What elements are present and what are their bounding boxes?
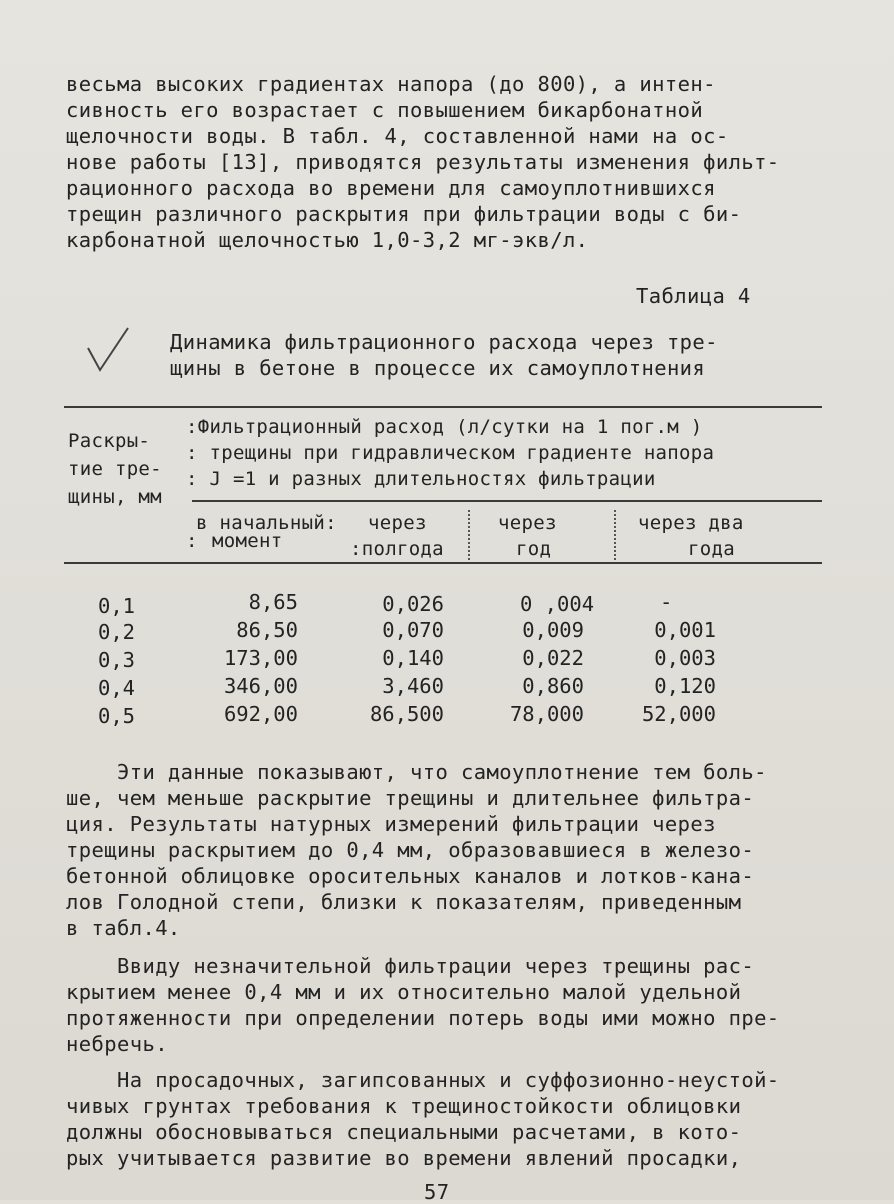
text-line: Ввиду незначительной фильтрации через трещины рас-	[66, 954, 755, 978]
cell-initial: 692,00	[223, 702, 298, 726]
page-number: 57	[424, 1180, 450, 1204]
text-line: протяженности при определении потерь воды ими можно пре-	[66, 1006, 780, 1030]
checkmark-icon	[86, 326, 130, 374]
group-rule	[192, 500, 822, 502]
text-line: карбонатной щелочностью 1,0-3,2 мг-экв/л.	[66, 228, 589, 252]
sub-header-initial-1: в начальный:	[196, 512, 337, 534]
text-line: трещины раскрытием до 0,4 мм, образовавшиеся в железо-	[66, 838, 755, 862]
sub-header-initial-2: момент	[212, 530, 283, 552]
cell-year: 0,860	[522, 674, 584, 698]
text-line: небречь.	[66, 1032, 168, 1056]
sub-header-year-2: год	[516, 538, 552, 560]
cell-initial: 173,00	[223, 646, 298, 670]
cell-year: 0,009	[522, 618, 584, 642]
col-header-aperture-2: тие тре-	[68, 458, 162, 480]
cell-aperture: 0,4	[98, 676, 136, 700]
text-line: нове работы [13], приводятся результаты изменения фильт-	[66, 150, 780, 174]
cell-year: 0 ,004	[520, 592, 595, 616]
text-line: чивых грунтах требования к трещиностойкости облицовки	[66, 1094, 742, 1118]
text-line: сивность его возрастает с повышением бикарбонатной	[66, 98, 704, 122]
text-line: щелочности воды. В табл. 4, составленной нами на ос-	[66, 124, 729, 148]
cell-year: 0,022	[522, 646, 584, 670]
cell-two-years: 0,120	[654, 674, 716, 698]
header-colon: :	[186, 530, 198, 552]
sub-header-two-years-1: через два	[638, 512, 744, 534]
text-line: лов Голодной степи, близки к показателям, приведенным	[66, 890, 742, 914]
sub-header-two-years-2: года	[688, 538, 735, 560]
table-label: Таблица 4	[636, 284, 751, 308]
column-separator	[614, 510, 616, 560]
text-line: должны обосновываться специальными расчетами, в кото-	[66, 1120, 742, 1144]
cell-two-years: 52,000	[641, 702, 716, 726]
text-line: крытием менее 0,4 мм и их относительно малой удельной	[66, 980, 742, 1004]
cell-two-years: -	[660, 590, 673, 614]
text-line: ция. Результаты натурных измерений фильтрации через	[66, 812, 716, 836]
text-line: весьма высоких градиентах напора (до 800), а интен-	[66, 72, 716, 96]
cell-half-year: 3,460	[382, 674, 444, 698]
text-line: в табл.4.	[66, 916, 181, 940]
text-line: Эти данные показывают, что самоуплотнение тем боль-	[66, 760, 767, 784]
text-line: трещин различного раскрытия при фильтрации воды с би-	[66, 202, 742, 226]
cell-half-year: 0,070	[382, 618, 444, 642]
cell-year: 78,000	[509, 702, 584, 726]
sub-header-half-year-2: :полгода	[350, 538, 444, 560]
sub-header-half-year-1: через	[368, 512, 427, 534]
column-separator	[468, 510, 470, 560]
cell-aperture: 0,1	[98, 594, 136, 618]
col-header-aperture-3: щины, мм	[68, 486, 162, 508]
table-title-line-2: щины в бетоне в процессе их самоуплотнения	[170, 356, 706, 380]
table-top-rule	[64, 406, 822, 408]
group-header-3: : J =1 и разных длительностях фильтрации	[186, 468, 656, 490]
cell-half-year: 86,500	[369, 702, 444, 726]
group-header-1: :Фильтрационный расход (л/сутки на 1 пог.м )	[186, 416, 703, 438]
cell-half-year: 0,026	[382, 592, 444, 616]
header-bottom-rule	[64, 562, 822, 564]
table-title-line-1: Динамика фильтрационного расхода через тре-	[170, 330, 718, 354]
col-header-aperture-1: Раскры-	[68, 430, 151, 452]
text-line: ше, чем меньше раскрытие трещины и длительнее фильтра-	[66, 786, 755, 810]
cell-initial: 346,00	[223, 674, 298, 698]
cell-two-years: 0,003	[654, 646, 716, 670]
cell-initial: 86,50	[236, 618, 298, 642]
text-line: рых учитывается развитие во времени явлений просадки,	[66, 1146, 742, 1170]
cell-two-years: 0,001	[654, 618, 716, 642]
text-line: рационного расхода во времени для самоуплотнившихся	[66, 176, 716, 200]
sub-header-year-1: через	[498, 512, 557, 534]
group-header-2: : трещины при гидравлическом градиенте напора	[186, 442, 715, 464]
cell-aperture: 0,2	[98, 620, 136, 644]
cell-half-year: 0,140	[382, 646, 444, 670]
cell-aperture: 0,5	[98, 704, 136, 728]
text-line: бетонной облицовке оросительных каналов и лотков-кана-	[66, 864, 755, 888]
text-line: На просадочных, загипсованных и суффозионно-неустой-	[66, 1068, 780, 1092]
cell-aperture: 0,3	[98, 648, 136, 672]
cell-initial: 8,65	[248, 590, 298, 614]
